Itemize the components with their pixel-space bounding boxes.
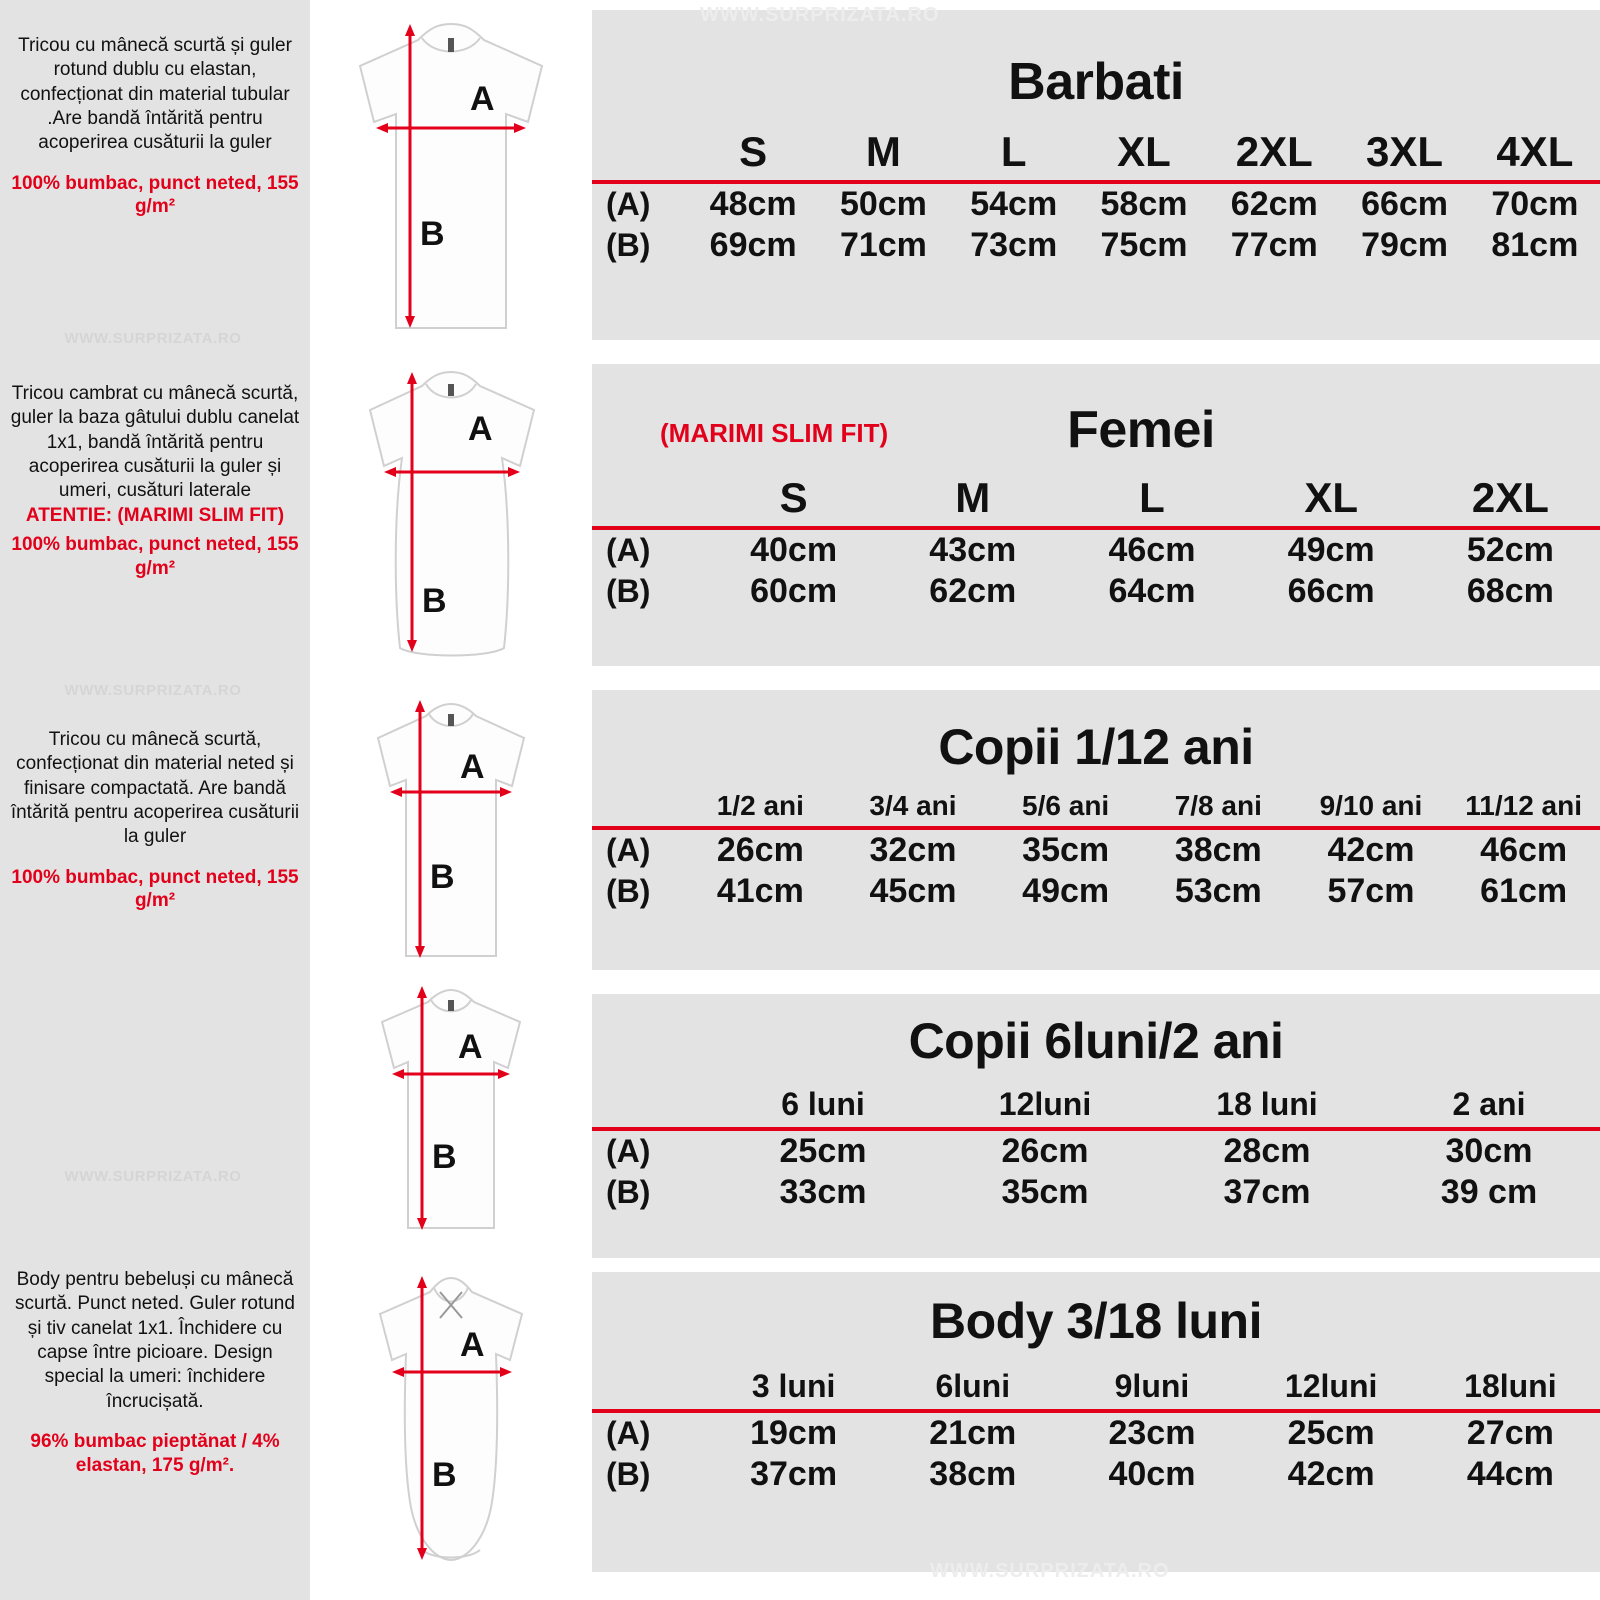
table-title-bodysuit: Body 3/18 luni xyxy=(930,1293,1262,1349)
cell-toddler-a-0: 25cm xyxy=(779,1132,867,1170)
table-row xyxy=(592,1172,1600,1213)
garment-baby-tshirt xyxy=(310,980,592,1250)
cell-men-b-1: 71cm xyxy=(839,226,927,264)
measure-label-b-women: B xyxy=(422,582,447,620)
table-row xyxy=(592,1454,1600,1495)
col-header-kids-0: 1/2 ani xyxy=(684,790,837,828)
cell-women-b-4: 68cm xyxy=(1466,572,1554,610)
description-text-body: Body pentru bebeluși cu mânecă scurtă. Punct neted. Guler rotund și tiv canelat 1x1. Închidere cu capse între picioare. Design special la umeri: închidere încrucișată. xyxy=(15,1269,295,1412)
table-title-toddler: Copii 6luni/2 ani xyxy=(908,1013,1284,1069)
garment-illustrations-column xyxy=(310,0,592,1600)
material-text-kids: 100% bumbac, punct neted, 155 g/m² xyxy=(11,866,299,912)
measure-label-b-men: B xyxy=(420,215,445,253)
description-text-women: Tricou cambrat cu mânecă scurtă, guler la baza gâtului dublu canelat 1x1, bandă întărită pentru acoperirea cusăturii la guler și umeri, cusături laterale xyxy=(10,383,300,502)
row-label-toddler-b: (B) xyxy=(606,1174,651,1210)
cell-toddler-b-1: 35cm xyxy=(1001,1173,1089,1211)
col-header-kids-3: 7/8 ani xyxy=(1142,790,1295,828)
material-text-women: 100% bumbac, punct neted, 155 g/m² xyxy=(11,534,299,580)
col-header-women-0: S xyxy=(704,474,883,528)
measure-label-b-baby: B xyxy=(432,1138,457,1176)
cell-men-b-3: 75cm xyxy=(1100,226,1188,264)
cell-women-a-1: 43cm xyxy=(929,531,1017,569)
table-row xyxy=(592,871,1600,912)
cell-men-b-4: 77cm xyxy=(1230,226,1318,264)
cell-women-b-3: 66cm xyxy=(1287,572,1375,610)
col-header-kids-4: 9/10 ani xyxy=(1295,790,1448,828)
table-title-women: Femei xyxy=(1067,401,1215,459)
attention-text-women: ATENTIE: (MARIMI SLIM FIT) xyxy=(25,504,285,526)
cell-men-a-1: 50cm xyxy=(839,185,927,223)
cell-men-b-0: 69cm xyxy=(709,226,797,264)
col-header-men-1: M xyxy=(818,128,948,182)
cell-bodysuit-b-3: 42cm xyxy=(1287,1455,1375,1493)
description-block-body xyxy=(6,1268,304,1477)
row-label-kids-b: (B) xyxy=(606,873,651,909)
watermark-left-1: WWW.SURPRIZATA.RO xyxy=(64,330,242,347)
cell-men-b-2: 73cm xyxy=(970,226,1058,264)
row-label-bodysuit-b: (B) xyxy=(606,1456,651,1492)
cell-bodysuit-b-0: 37cm xyxy=(750,1455,838,1493)
cell-men-b-6: 81cm xyxy=(1491,226,1579,264)
cell-men-a-2: 54cm xyxy=(970,185,1058,223)
cell-women-b-2: 64cm xyxy=(1108,572,1196,610)
cell-kids-a-0: 26cm xyxy=(716,831,804,869)
size-table-kids xyxy=(592,690,1600,970)
col-header-bodysuit-4: 18luni xyxy=(1421,1368,1600,1411)
slim-fit-note: (MARIMI SLIM FIT) xyxy=(660,418,889,448)
col-header-toddler-2: 18 luni xyxy=(1156,1086,1378,1129)
watermark-bottom-right: WWW.SURPRIZATA.RO xyxy=(930,1560,1170,1582)
cell-bodysuit-a-2: 23cm xyxy=(1108,1414,1196,1452)
col-header-kids-2: 5/6 ani xyxy=(989,790,1142,828)
cell-toddler-b-3: 39 cm xyxy=(1440,1173,1538,1211)
cell-kids-a-2: 35cm xyxy=(1022,831,1110,869)
cell-kids-a-1: 32cm xyxy=(869,831,957,869)
cell-kids-b-2: 49cm xyxy=(1022,872,1110,910)
cell-men-a-3: 58cm xyxy=(1100,185,1188,223)
measure-label-a-baby: A xyxy=(458,1028,483,1066)
size-table-men xyxy=(592,10,1600,340)
cell-women-b-1: 62cm xyxy=(929,572,1017,610)
cell-bodysuit-a-1: 21cm xyxy=(929,1414,1017,1452)
cell-bodysuit-a-3: 25cm xyxy=(1287,1414,1375,1452)
cell-men-a-0: 48cm xyxy=(709,185,797,223)
cell-toddler-a-2: 28cm xyxy=(1223,1132,1311,1170)
cell-kids-b-0: 41cm xyxy=(716,872,804,910)
col-header-bodysuit-2: 9luni xyxy=(1062,1368,1241,1411)
row-label-men-b: (B) xyxy=(606,227,651,263)
col-header-men-0: S xyxy=(688,128,818,182)
cell-toddler-b-2: 37cm xyxy=(1223,1173,1311,1211)
col-header-toddler-0: 6 luni xyxy=(712,1086,934,1129)
watermark-top-right: WWW.SURPRIZATA.RO xyxy=(700,4,940,26)
col-header-women-3: XL xyxy=(1242,474,1421,528)
table-row xyxy=(592,528,1600,571)
table-row xyxy=(592,225,1600,266)
col-header-toddler-3: 2 ani xyxy=(1378,1086,1600,1129)
cell-bodysuit-a-4: 27cm xyxy=(1466,1414,1554,1452)
cell-toddler-a-1: 26cm xyxy=(1001,1132,1089,1170)
watermark-left-2: WWW.SURPRIZATA.RO xyxy=(64,682,242,699)
cell-toddler-a-3: 30cm xyxy=(1445,1132,1533,1170)
col-header-men-6: 4XL xyxy=(1470,128,1600,182)
cell-men-a-4: 62cm xyxy=(1230,185,1318,223)
row-label-women-a: (A) xyxy=(606,532,651,568)
col-header-kids-1: 3/4 ani xyxy=(837,790,990,828)
descriptions-column xyxy=(0,0,310,1600)
description-block-kids xyxy=(6,728,304,913)
col-header-bodysuit-0: 3 luni xyxy=(704,1368,883,1411)
col-header-kids-5: 11/12 ani xyxy=(1447,790,1600,828)
cell-kids-a-5: 46cm xyxy=(1480,831,1568,869)
measure-label-a-men: A xyxy=(470,80,495,118)
garment-women-tshirt xyxy=(310,364,592,676)
measure-label-a-kids: A xyxy=(460,748,485,786)
cell-women-b-0: 60cm xyxy=(750,572,838,610)
cell-bodysuit-b-1: 38cm xyxy=(929,1455,1017,1493)
table-row xyxy=(592,828,1600,871)
row-label-toddler-a: (A) xyxy=(606,1133,651,1169)
table-row xyxy=(592,1411,1600,1454)
table-row xyxy=(592,1129,1600,1172)
col-header-bodysuit-3: 12luni xyxy=(1242,1368,1421,1411)
size-table-toddler xyxy=(592,994,1600,1258)
cell-kids-b-3: 53cm xyxy=(1174,872,1262,910)
col-header-women-2: L xyxy=(1062,474,1241,528)
cell-men-a-5: 66cm xyxy=(1361,185,1449,223)
row-label-kids-a: (A) xyxy=(606,832,651,868)
row-label-women-b: (B) xyxy=(606,573,651,609)
garment-men-tshirt xyxy=(310,10,592,350)
table-row xyxy=(592,182,1600,225)
cell-bodysuit-b-4: 44cm xyxy=(1466,1455,1554,1493)
cell-bodysuit-a-0: 19cm xyxy=(750,1414,838,1452)
cell-women-a-3: 49cm xyxy=(1287,531,1375,569)
cell-kids-a-4: 42cm xyxy=(1327,831,1415,869)
col-header-men-5: 3XL xyxy=(1339,128,1469,182)
cell-women-a-4: 52cm xyxy=(1466,531,1554,569)
measure-label-b-bodysuit: B xyxy=(432,1456,457,1494)
row-label-men-a: (A) xyxy=(606,186,651,222)
watermark-left-3: WWW.SURPRIZATA.RO xyxy=(64,1168,242,1185)
cell-women-a-0: 40cm xyxy=(750,531,838,569)
material-text-men: 100% bumbac, punct neted, 155 g/m² xyxy=(11,172,299,218)
table-row xyxy=(592,571,1600,612)
measure-label-b-kids: B xyxy=(430,858,455,896)
description-text-kids: Tricou cu mânecă scurtă, confecționat din material neted și finisare compactată. Are bandă întărită pentru acoperirea cusăturii la guler xyxy=(10,729,300,848)
cell-women-a-2: 46cm xyxy=(1108,531,1196,569)
size-table-bodysuit xyxy=(592,1272,1600,1572)
cell-men-a-6: 70cm xyxy=(1491,185,1579,223)
col-header-men-4: 2XL xyxy=(1209,128,1339,182)
size-table-women xyxy=(592,364,1600,666)
measure-label-a-women: A xyxy=(468,410,493,448)
description-block-women xyxy=(6,382,304,581)
col-header-women-1: M xyxy=(883,474,1062,528)
cell-kids-b-5: 61cm xyxy=(1480,872,1568,910)
table-title-kids: Copii 1/12 ani xyxy=(938,719,1254,775)
col-header-men-2: L xyxy=(949,128,1079,182)
table-title-men: Barbati xyxy=(1008,53,1184,111)
cell-toddler-b-0: 33cm xyxy=(779,1173,867,1211)
cell-kids-b-4: 57cm xyxy=(1327,872,1415,910)
cell-kids-b-1: 45cm xyxy=(869,872,957,910)
garment-bodysuit xyxy=(310,1258,592,1588)
col-header-men-3: XL xyxy=(1079,128,1209,182)
col-header-bodysuit-1: 6luni xyxy=(883,1368,1062,1411)
cell-bodysuit-b-2: 40cm xyxy=(1108,1455,1196,1493)
col-header-toddler-1: 12luni xyxy=(934,1086,1156,1129)
cell-men-b-5: 79cm xyxy=(1361,226,1449,264)
row-label-bodysuit-a: (A) xyxy=(606,1415,651,1451)
col-header-women-4: 2XL xyxy=(1421,474,1600,528)
measure-label-a-bodysuit: A xyxy=(460,1326,485,1364)
garment-kids-tshirt xyxy=(310,690,592,978)
description-block-men xyxy=(6,34,304,219)
material-text-body: 96% bumbac pieptănat / 4% elastan, 175 g/m². xyxy=(30,1430,280,1476)
cell-kids-a-3: 38cm xyxy=(1174,831,1262,869)
description-text-men: Tricou cu mânecă scurtă și guler rotund dublu cu elastan, confecționat din material tubular .Are bandă întărită pentru acoperirea cusăturii la guler xyxy=(18,35,292,154)
